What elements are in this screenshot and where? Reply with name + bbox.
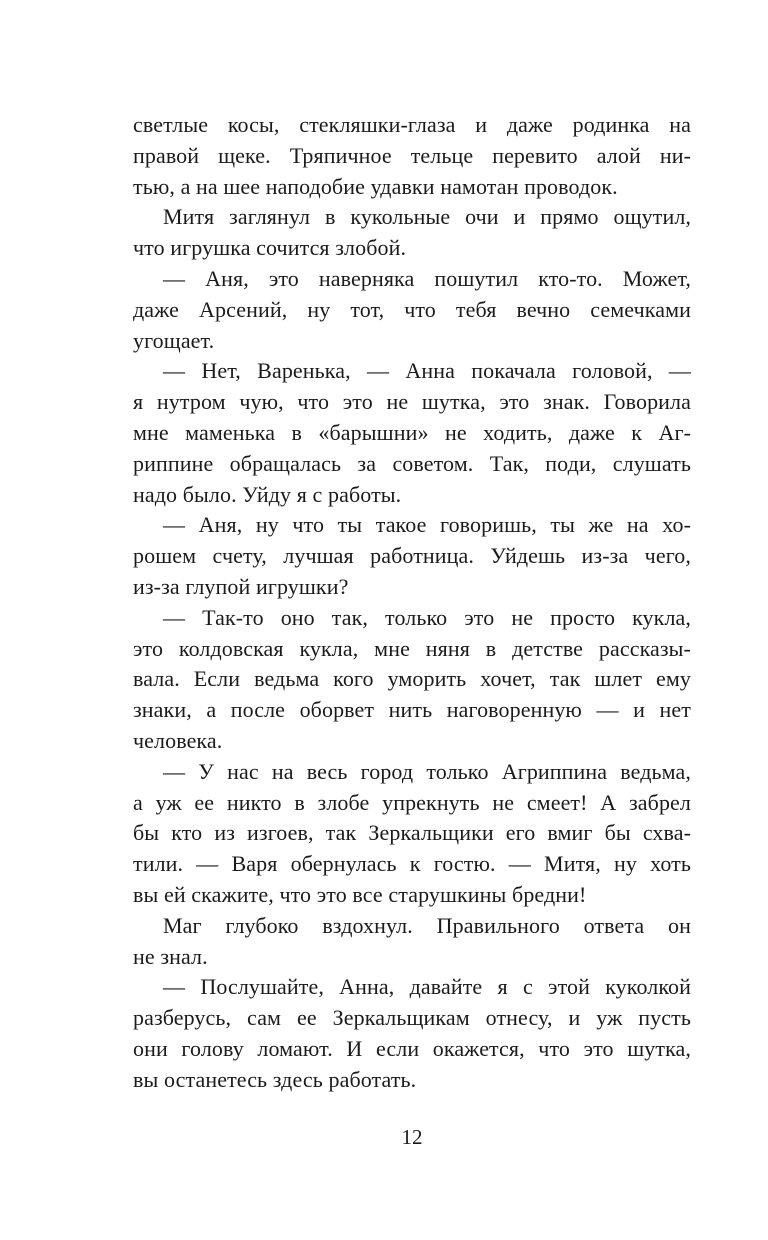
text-line: — Нет, Варенька, — Анна покачала головой, — bbox=[163, 358, 691, 384]
page-text bbox=[133, 110, 691, 1096]
text-line: знаки, а после оборвет нить наговоренную — и нет bbox=[133, 697, 691, 723]
text-line: из-за глупой игрушки? bbox=[133, 573, 349, 599]
text-line: вала. Если ведьма кого уморить хочет, так шлет ему bbox=[133, 666, 691, 692]
text-line: — Аня, ну что ты такое говоришь, ты же на хо- bbox=[163, 512, 691, 538]
text-line: а уж ее никто в злобе упрекнуть не смеет! А забрел bbox=[133, 789, 691, 815]
text-line: не знал. bbox=[133, 943, 208, 969]
text-line: вы ей скажите, что это все старушкины бредни! bbox=[133, 881, 587, 907]
text-line: Митя заглянул в кукольные очи и прямо ощутил, bbox=[163, 204, 691, 230]
text-line: угощает. bbox=[133, 327, 215, 353]
text-line: даже Арсений, ну тот, что тебя вечно семечками bbox=[133, 296, 691, 322]
text-line: рошем счету, лучшая работница. Уйдешь из-за чего, bbox=[133, 543, 691, 569]
text-line: бы кто из изгоев, так Зеркальщики его вмиг бы схва- bbox=[133, 820, 691, 846]
text-line: Маг глубоко вздохнул. Правильного ответа он bbox=[163, 912, 691, 938]
text-line: — Так-то оно так, только это не просто кукла, bbox=[163, 604, 691, 630]
text-line: — У нас на весь город только Агриппина ведьма, bbox=[163, 758, 691, 784]
text-line: человека. bbox=[133, 727, 223, 753]
text-line: риппине обращалась за советом. Так, поди, слушать bbox=[133, 450, 691, 476]
text-line: вы останетесь здесь работать. bbox=[133, 1066, 417, 1092]
text-line: это колдовская кукла, мне няня в детстве рассказы- bbox=[133, 635, 691, 661]
text-line: тью, а на шее наподобие удавки намотан проводок. bbox=[133, 173, 618, 199]
page-number: 12 bbox=[401, 1125, 423, 1149]
text-line: надо было. Уйду я с работы. bbox=[133, 481, 402, 507]
text-line: тили. — Варя обернулась к гостю. — Митя, ну хоть bbox=[133, 851, 691, 877]
text-line: я нутром чую, что это не шутка, это знак. Говорила bbox=[133, 389, 691, 415]
text-line: — Аня, это наверняка пошутил кто-то. Может, bbox=[163, 265, 691, 291]
text-line: разберусь, сам ее Зеркальщикам отнесу, и уж пусть bbox=[133, 1005, 691, 1031]
text-line: правой щеке. Тряпичное тельце перевито алой ни- bbox=[133, 142, 691, 168]
text-line: — Послушайте, Анна, давайте я с этой куколкой bbox=[163, 974, 691, 1000]
text-line: светлые косы, стекляшки-глаза и даже родинка на bbox=[133, 112, 691, 137]
text-line: мне маменька в «барышни» не ходить, даже к Аг- bbox=[133, 419, 691, 445]
text-line: они голову ломают. И если окажется, что это шутка, bbox=[133, 1035, 691, 1061]
text-line: что игрушка сочится злобой. bbox=[133, 235, 407, 261]
